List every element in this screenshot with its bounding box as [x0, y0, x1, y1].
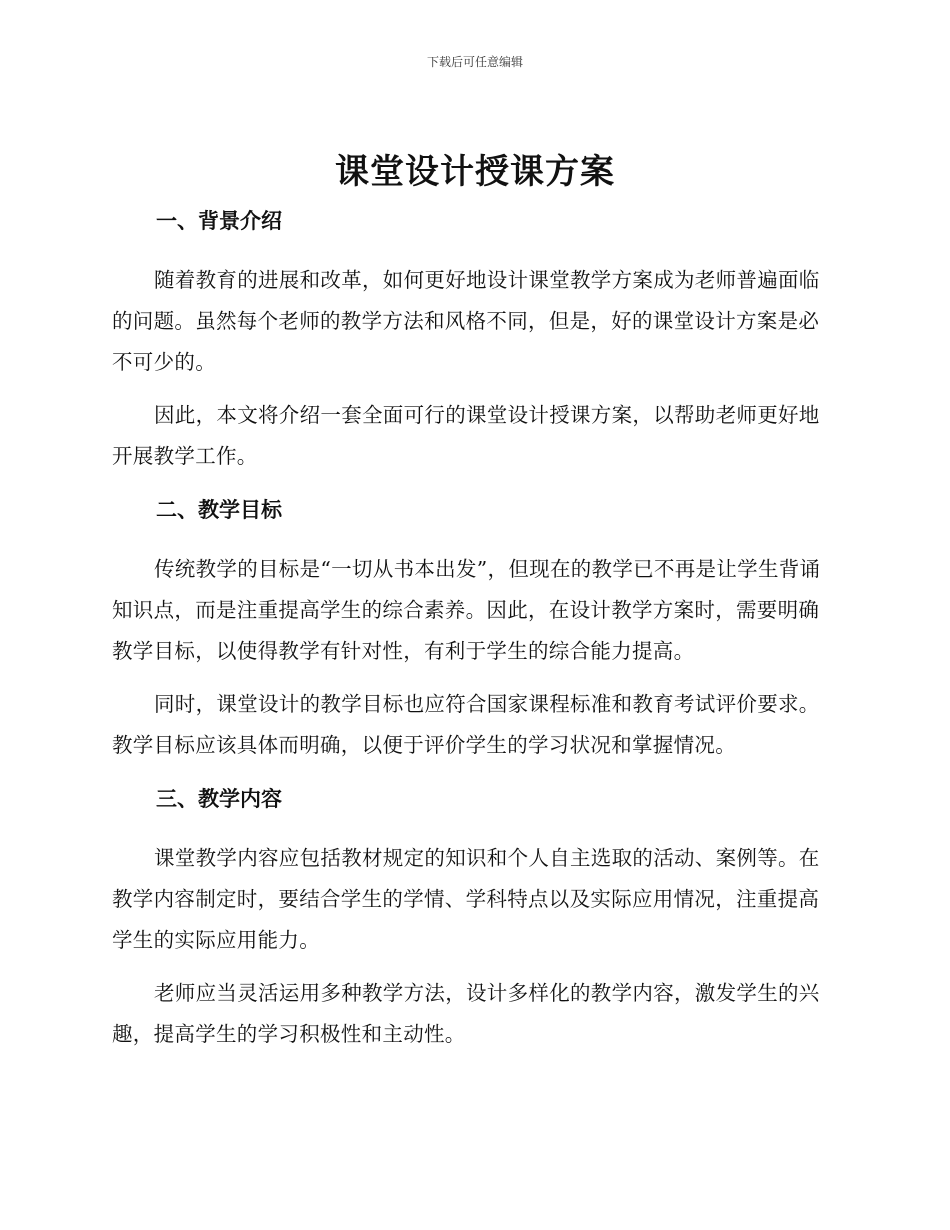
- paragraph: 传统教学的目标是“一切从书本出发”，但现在的教学已不再是让学生背诵知识点，而是注重提高学生的综合素养。因此，在设计教学方案时，需要明确教学目标，以使得教学有针对性，有利于学生的综合能力提高。: [112, 557, 821, 663]
- section-heading: 三、教学内容: [156, 787, 282, 811]
- document-title: 课堂设计授课方案: [335, 152, 615, 192]
- document-body: [112, 204, 838, 1067]
- section-teaching-goals: [112, 493, 838, 766]
- section-background: [112, 204, 838, 477]
- paragraph: 课堂教学内容应包括教材规定的知识和个人自主选取的活动、案例等。在教学内容制定时，要结合学生的学情、学科特点以及实际应用情况，注重提高学生的实际应用能力。: [112, 846, 820, 952]
- page-header-note: 下载后可任意编辑: [426, 55, 523, 69]
- paragraph: 同时，课堂设计的教学目标也应符合国家课程标准和教育考试评价要求。教学目标应该具体而明确，以便于评价学生的学习状况和掌握情况。: [112, 692, 820, 757]
- section-heading: 一、背景介绍: [156, 209, 282, 233]
- paragraph: 随着教育的进展和改革，如何更好地设计课堂教学方案成为老师普遍面临的问题。虽然每个老师的教学方法和风格不同，但是，好的课堂设计方案是必不可少的。: [112, 268, 820, 374]
- paragraph: 老师应当灵活运用多种教学方法，设计多样化的教学内容，激发学生的兴趣，提高学生的学习积极性和主动性。: [112, 981, 820, 1046]
- section-teaching-content: [112, 782, 838, 1055]
- section-heading: 二、教学目标: [156, 498, 282, 522]
- paragraph: 因此，本文将介绍一套全面可行的课堂设计授课方案，以帮助老师更好地开展教学工作。: [112, 403, 820, 468]
